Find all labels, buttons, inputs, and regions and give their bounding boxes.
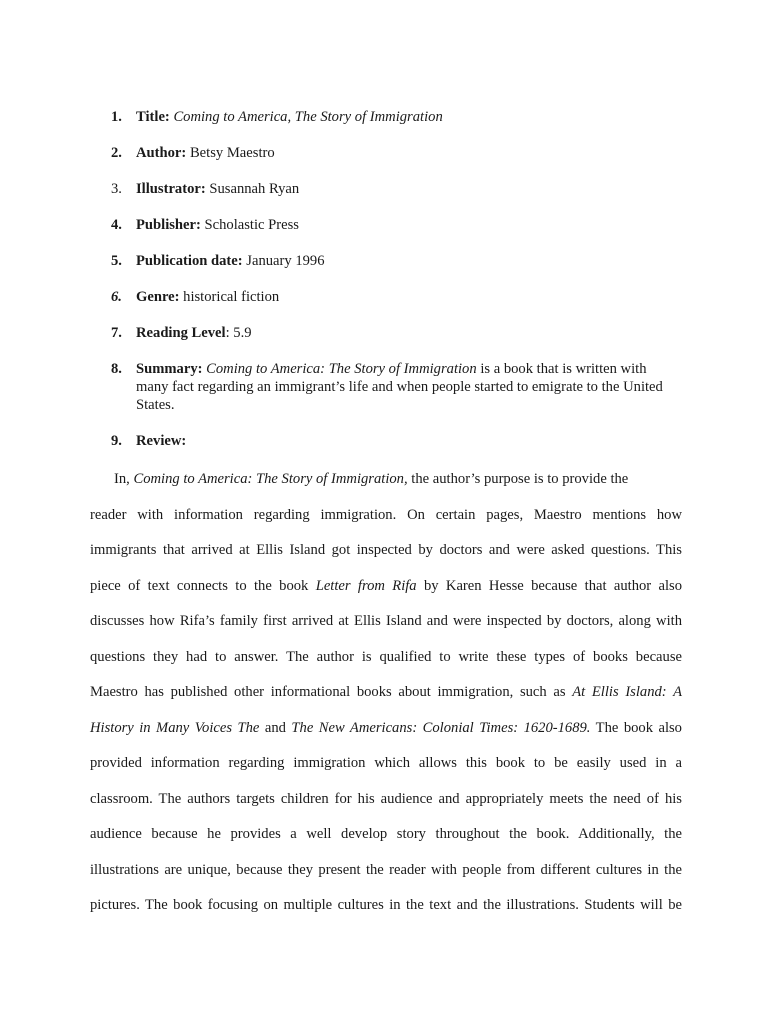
text-run: by Karen Hesse because that author also — [423, 577, 683, 594]
list-item-reading-level — [0, 324, 768, 342]
item-value: is a book that is written with many fact regarding an immigrant’s life and when people started to emigrate to the United States. — [136, 361, 663, 413]
item-label: Publication date: — [136, 253, 243, 269]
list-item-author — [0, 144, 768, 162]
list-item-publication-date — [0, 252, 768, 270]
text-run: piece of text connects to the book — [90, 577, 309, 594]
item-value: Betsy Maestro — [189, 145, 275, 161]
item-label: Author: — [136, 145, 187, 161]
item-number: 7. — [111, 325, 122, 341]
text-run: and — [264, 719, 286, 736]
book-title: At Ellis Island: A — [572, 684, 682, 700]
review-line: pictures. The book focusing on multiple cultures in the text and the illustrations. Students will be — [90, 897, 682, 913]
review-line — [90, 569, 682, 605]
book-title: Letter from Rifa — [315, 577, 417, 594]
item-label: Summary: — [136, 361, 203, 377]
list-item-review — [0, 432, 768, 450]
review-line — [90, 711, 682, 747]
book-title: History in Many Voices The — [90, 719, 260, 736]
item-value: Coming to America, The Story of Immigration — [173, 109, 443, 125]
text-run: The book also — [595, 719, 682, 736]
item-number: 1. — [111, 109, 122, 125]
item-label: Publisher: — [136, 217, 201, 233]
book-title: Coming to America: The Story of Immigration, — [133, 471, 408, 487]
review-line: illustrations are unique, because they present the reader with people from different cultures in the — [90, 861, 682, 878]
item-label: Illustrator: — [136, 181, 206, 197]
review-paragraph — [90, 462, 682, 924]
item-number: 5. — [111, 253, 122, 269]
item-label: Review: — [136, 433, 187, 449]
list-item-summary — [0, 360, 768, 414]
list-item-genre — [0, 288, 768, 306]
text-run: the author’s purpose is to provide the — [411, 471, 629, 487]
book-title: The New Americans: Colonial Times: 1620-1689. — [291, 719, 591, 736]
item-number: 3. — [111, 181, 122, 197]
review-line: immigrants that arrived at Ellis Island got inspected by doctors and were asked questions. This — [90, 542, 682, 558]
item-number: 4. — [111, 217, 122, 233]
review-line — [90, 675, 682, 711]
review-line: discusses how Rifa’s family first arrived at Ellis Island and were inspected by doctors, along with — [90, 613, 682, 629]
text-run: In, — [114, 471, 130, 487]
list-item-publisher — [0, 216, 768, 234]
list-item-illustrator — [0, 180, 768, 198]
book-info-list — [0, 108, 768, 468]
item-value: Susannah Ryan — [209, 181, 300, 197]
text-run: Maestro has published other informational books about immigration, such as — [90, 684, 566, 700]
item-number: 6. — [111, 289, 122, 305]
item-label: Genre: — [136, 289, 180, 305]
item-value: historical fiction — [183, 289, 280, 305]
item-label: Reading Level — [136, 325, 226, 341]
review-line: provided information regarding immigration which allows this book to be easily used in a — [90, 755, 682, 771]
item-number: 9. — [111, 433, 122, 449]
review-line: classroom. The authors targets children for his audience and appropriately meets the need of his — [90, 790, 682, 807]
item-value-title: Coming to America: The Story of Immigration — [206, 361, 477, 377]
review-line — [90, 462, 682, 498]
item-label: Title: — [136, 109, 170, 125]
item-value: : 5.9 — [225, 325, 252, 341]
item-value: Scholastic Press — [204, 217, 299, 233]
item-number: 2. — [111, 145, 122, 161]
review-line: questions they had to answer. The author is qualified to write these types of books because — [90, 648, 682, 665]
item-number: 8. — [111, 361, 122, 377]
review-line: audience because he provides a well develop story throughout the book. Additionally, the — [90, 826, 682, 842]
item-value: January 1996 — [246, 253, 325, 269]
review-line: reader with information regarding immigration. On certain pages, Maestro mentions how — [90, 506, 682, 523]
list-item-title — [0, 108, 768, 126]
